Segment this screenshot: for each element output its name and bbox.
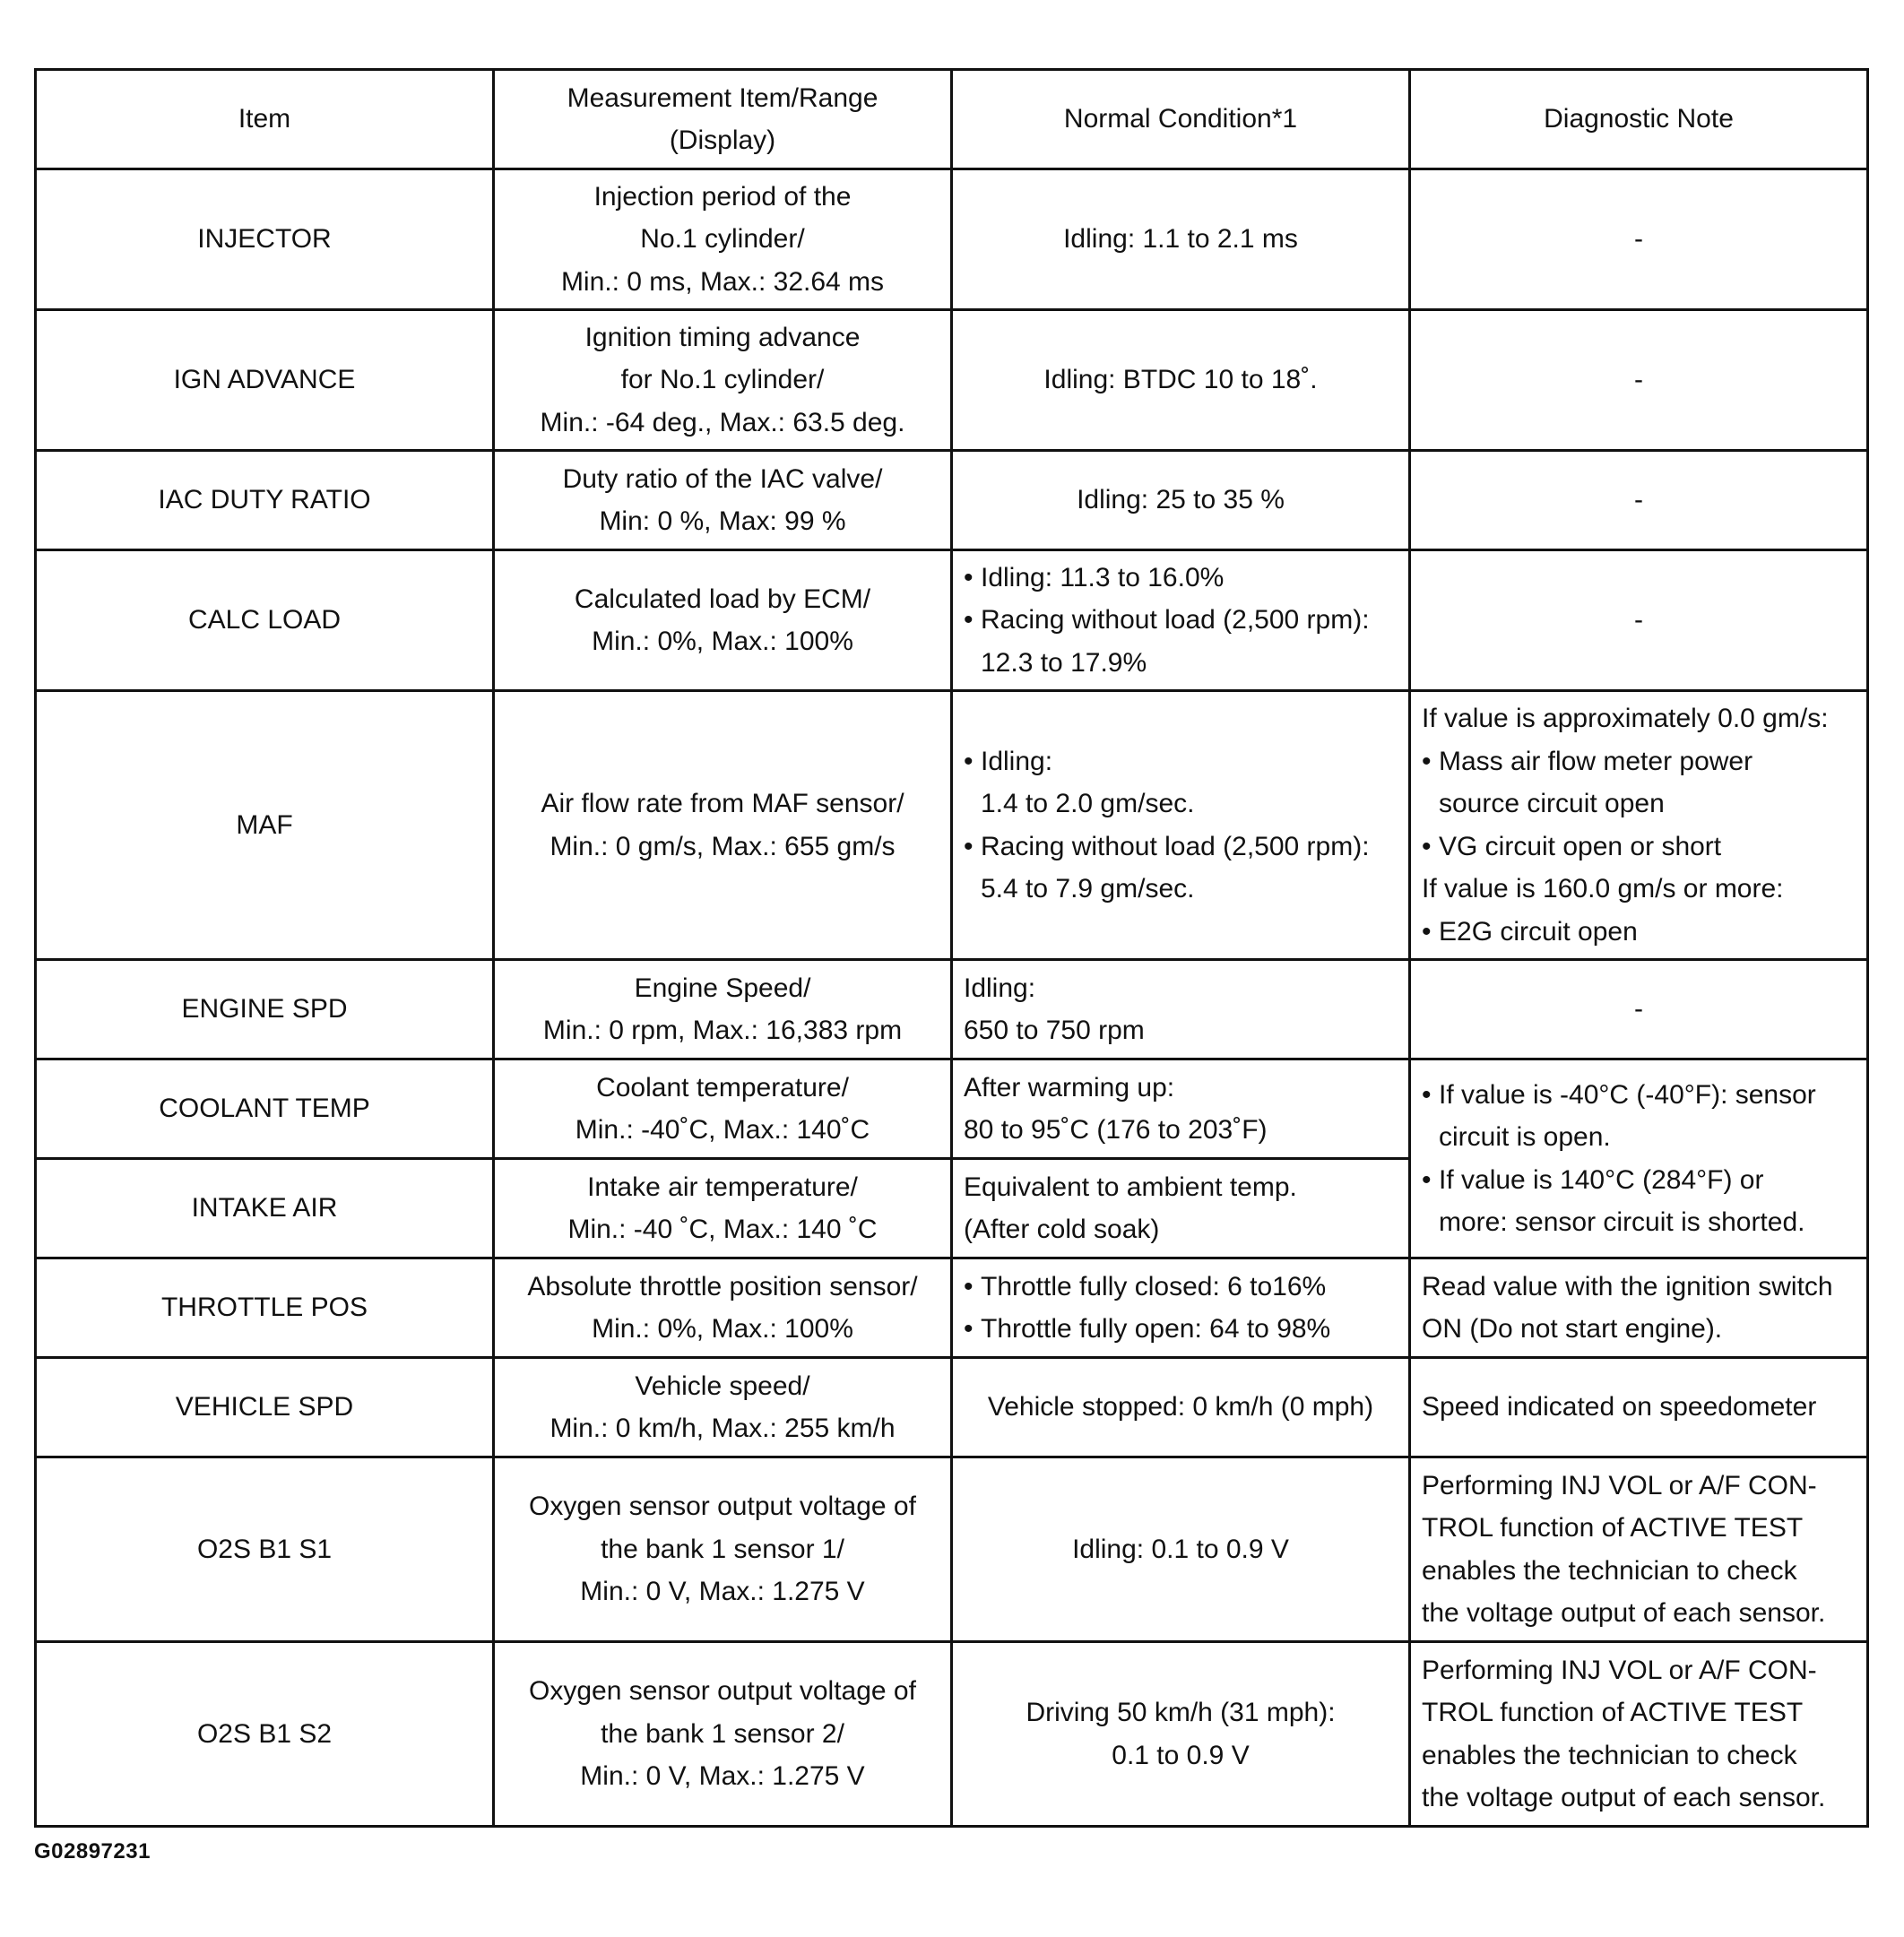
normal-cell: Vehicle stopped: 0 km/h (0 mph): [952, 1358, 1410, 1457]
item-cell: CALC LOAD: [36, 550, 494, 691]
measurement-cell: Duty ratio of the IAC valve/ Min: 0 %, Max: 99 %: [494, 451, 952, 550]
measurement-cell: Injection period of the No.1 cylinder/ Min.: 0 ms, Max.: 32.64 ms: [494, 169, 952, 310]
normal-cell: [952, 1258, 1410, 1358]
bullet-item: • Idling: 1.4 to 2.0 gm/sec.: [964, 740, 1398, 826]
measurement-cell: Intake air temperature/ Min.: -40 ˚C, Max.: 140 ˚C: [494, 1159, 952, 1258]
table-row: [36, 1457, 1868, 1642]
bullet-list: [1422, 740, 1856, 869]
item-cell: THROTTLE POS: [36, 1258, 494, 1358]
header-normal-condition: Normal Condition*1: [952, 70, 1410, 169]
item-cell: INTAKE AIR: [36, 1159, 494, 1258]
bullet-list: [1422, 911, 1856, 954]
normal-cell: Driving 50 km/h (31 mph): 0.1 to 0.9 V: [952, 1642, 1410, 1827]
normal-cell: Idling: 650 to 750 rpm: [952, 960, 1410, 1059]
temp-note-cell: [1410, 1059, 1868, 1258]
table-row: [36, 1642, 1868, 1827]
note-cell: -: [1410, 451, 1868, 550]
note-cell: -: [1410, 960, 1868, 1059]
bullet-item: • Throttle fully closed: 6 to16%: [964, 1266, 1398, 1309]
measurement-cell: Calculated load by ECM/ Min.: 0%, Max.: 100%: [494, 550, 952, 691]
header-row: [36, 70, 1868, 169]
note-cell: -: [1410, 550, 1868, 691]
measurement-cell: Coolant temperature/ Min.: -40˚C, Max.: 140˚C: [494, 1059, 952, 1159]
bullet-item: • Racing without load (2,500 rpm): 12.3 to 17.9%: [964, 599, 1398, 684]
item-cell: IAC DUTY RATIO: [36, 451, 494, 550]
item-cell: ENGINE SPD: [36, 960, 494, 1059]
note-line: If value is approximately 0.0 gm/s:: [1422, 704, 1829, 733]
bullet-item: • Mass air flow meter power source circuit open: [1422, 740, 1856, 826]
note-cell: -: [1410, 310, 1868, 451]
data-list-table: [34, 68, 1869, 1828]
note-cell: Performing INJ VOL or A/F CON- TROL function of ACTIVE TEST enables the technician to check the voltage output of each sensor.: [1410, 1457, 1868, 1642]
table-row: [36, 550, 1868, 691]
bullet-list: [964, 740, 1398, 911]
item-cell: VEHICLE SPD: [36, 1358, 494, 1457]
item-cell: MAF: [36, 691, 494, 960]
measurement-cell: Ignition timing advance for No.1 cylinder/ Min.: -64 deg., Max.: 63.5 deg.: [494, 310, 952, 451]
table-row: [36, 1059, 1868, 1159]
bullet-item: • Racing without load (2,500 rpm): 5.4 to 7.9 gm/sec.: [964, 826, 1398, 911]
normal-cell: Equivalent to ambient temp. (After cold soak): [952, 1159, 1410, 1258]
bullet-list: [1422, 1074, 1856, 1244]
measurement-cell: Air flow rate from MAF sensor/ Min.: 0 gm/s, Max.: 655 gm/s: [494, 691, 952, 960]
measurement-cell: Vehicle speed/ Min.: 0 km/h, Max.: 255 km/h: [494, 1358, 952, 1457]
bullet-item: • VG circuit open or short: [1422, 826, 1856, 869]
bullet-item: • Throttle fully open: 64 to 98%: [964, 1308, 1398, 1351]
note-cell: Speed indicated on speedometer: [1410, 1358, 1868, 1457]
item-cell: IGN ADVANCE: [36, 310, 494, 451]
table-row: [36, 169, 1868, 310]
measurement-cell: Engine Speed/ Min.: 0 rpm, Max.: 16,383 rpm: [494, 960, 952, 1059]
figure-code: G02897231: [34, 1839, 151, 1863]
bullet-list: [964, 1266, 1398, 1351]
header-diagnostic-note: Diagnostic Note: [1410, 70, 1868, 169]
header-item: Item: [36, 70, 494, 169]
normal-cell: Idling: 25 to 35 %: [952, 451, 1410, 550]
normal-cell: Idling: 1.1 to 2.1 ms: [952, 169, 1410, 310]
note-line: If value is 160.0 gm/s or more:: [1422, 874, 1784, 904]
normal-cell: [952, 550, 1410, 691]
normal-cell: Idling: BTDC 10 to 18˚.: [952, 310, 1410, 451]
note-cell: [1410, 691, 1868, 960]
measurement-cell: Oxygen sensor output voltage of the bank 1 sensor 2/ Min.: 0 V, Max.: 1.275 V: [494, 1642, 952, 1827]
bullet-list: [964, 557, 1398, 685]
bullet-item: • E2G circuit open: [1422, 911, 1856, 954]
table-row: [36, 451, 1868, 550]
note-cell: -: [1410, 169, 1868, 310]
normal-cell: After warming up: 80 to 95˚C (176 to 203˚F): [952, 1059, 1410, 1159]
item-cell: COOLANT TEMP: [36, 1059, 494, 1159]
item-cell: O2S B1 S1: [36, 1457, 494, 1642]
table-row: [36, 1358, 1868, 1457]
note-cell: Performing INJ VOL or A/F CON- TROL function of ACTIVE TEST enables the technician to check the voltage output of each sensor.: [1410, 1642, 1868, 1827]
item-cell: INJECTOR: [36, 169, 494, 310]
measurement-cell: Oxygen sensor output voltage of the bank 1 sensor 1/ Min.: 0 V, Max.: 1.275 V: [494, 1457, 952, 1642]
table-row: [36, 691, 1868, 960]
normal-cell: Idling: 0.1 to 0.9 V: [952, 1457, 1410, 1642]
bullet-item: • If value is 140°C (284°F) or more: sensor circuit is shorted.: [1422, 1159, 1856, 1244]
bullet-item: • If value is -40°C (-40°F): sensor circuit is open.: [1422, 1074, 1856, 1159]
normal-cell: [952, 691, 1410, 960]
table-row: [36, 310, 1868, 451]
table-row: [36, 1258, 1868, 1358]
measurement-cell: Absolute throttle position sensor/ Min.: 0%, Max.: 100%: [494, 1258, 952, 1358]
bullet-item: • Idling: 11.3 to 16.0%: [964, 557, 1398, 600]
header-measurement: Measurement Item/Range (Display): [494, 70, 952, 169]
table-row: [36, 960, 1868, 1059]
item-cell: O2S B1 S2: [36, 1642, 494, 1827]
note-cell: Read value with the ignition switch ON (Do not start engine).: [1410, 1258, 1868, 1358]
